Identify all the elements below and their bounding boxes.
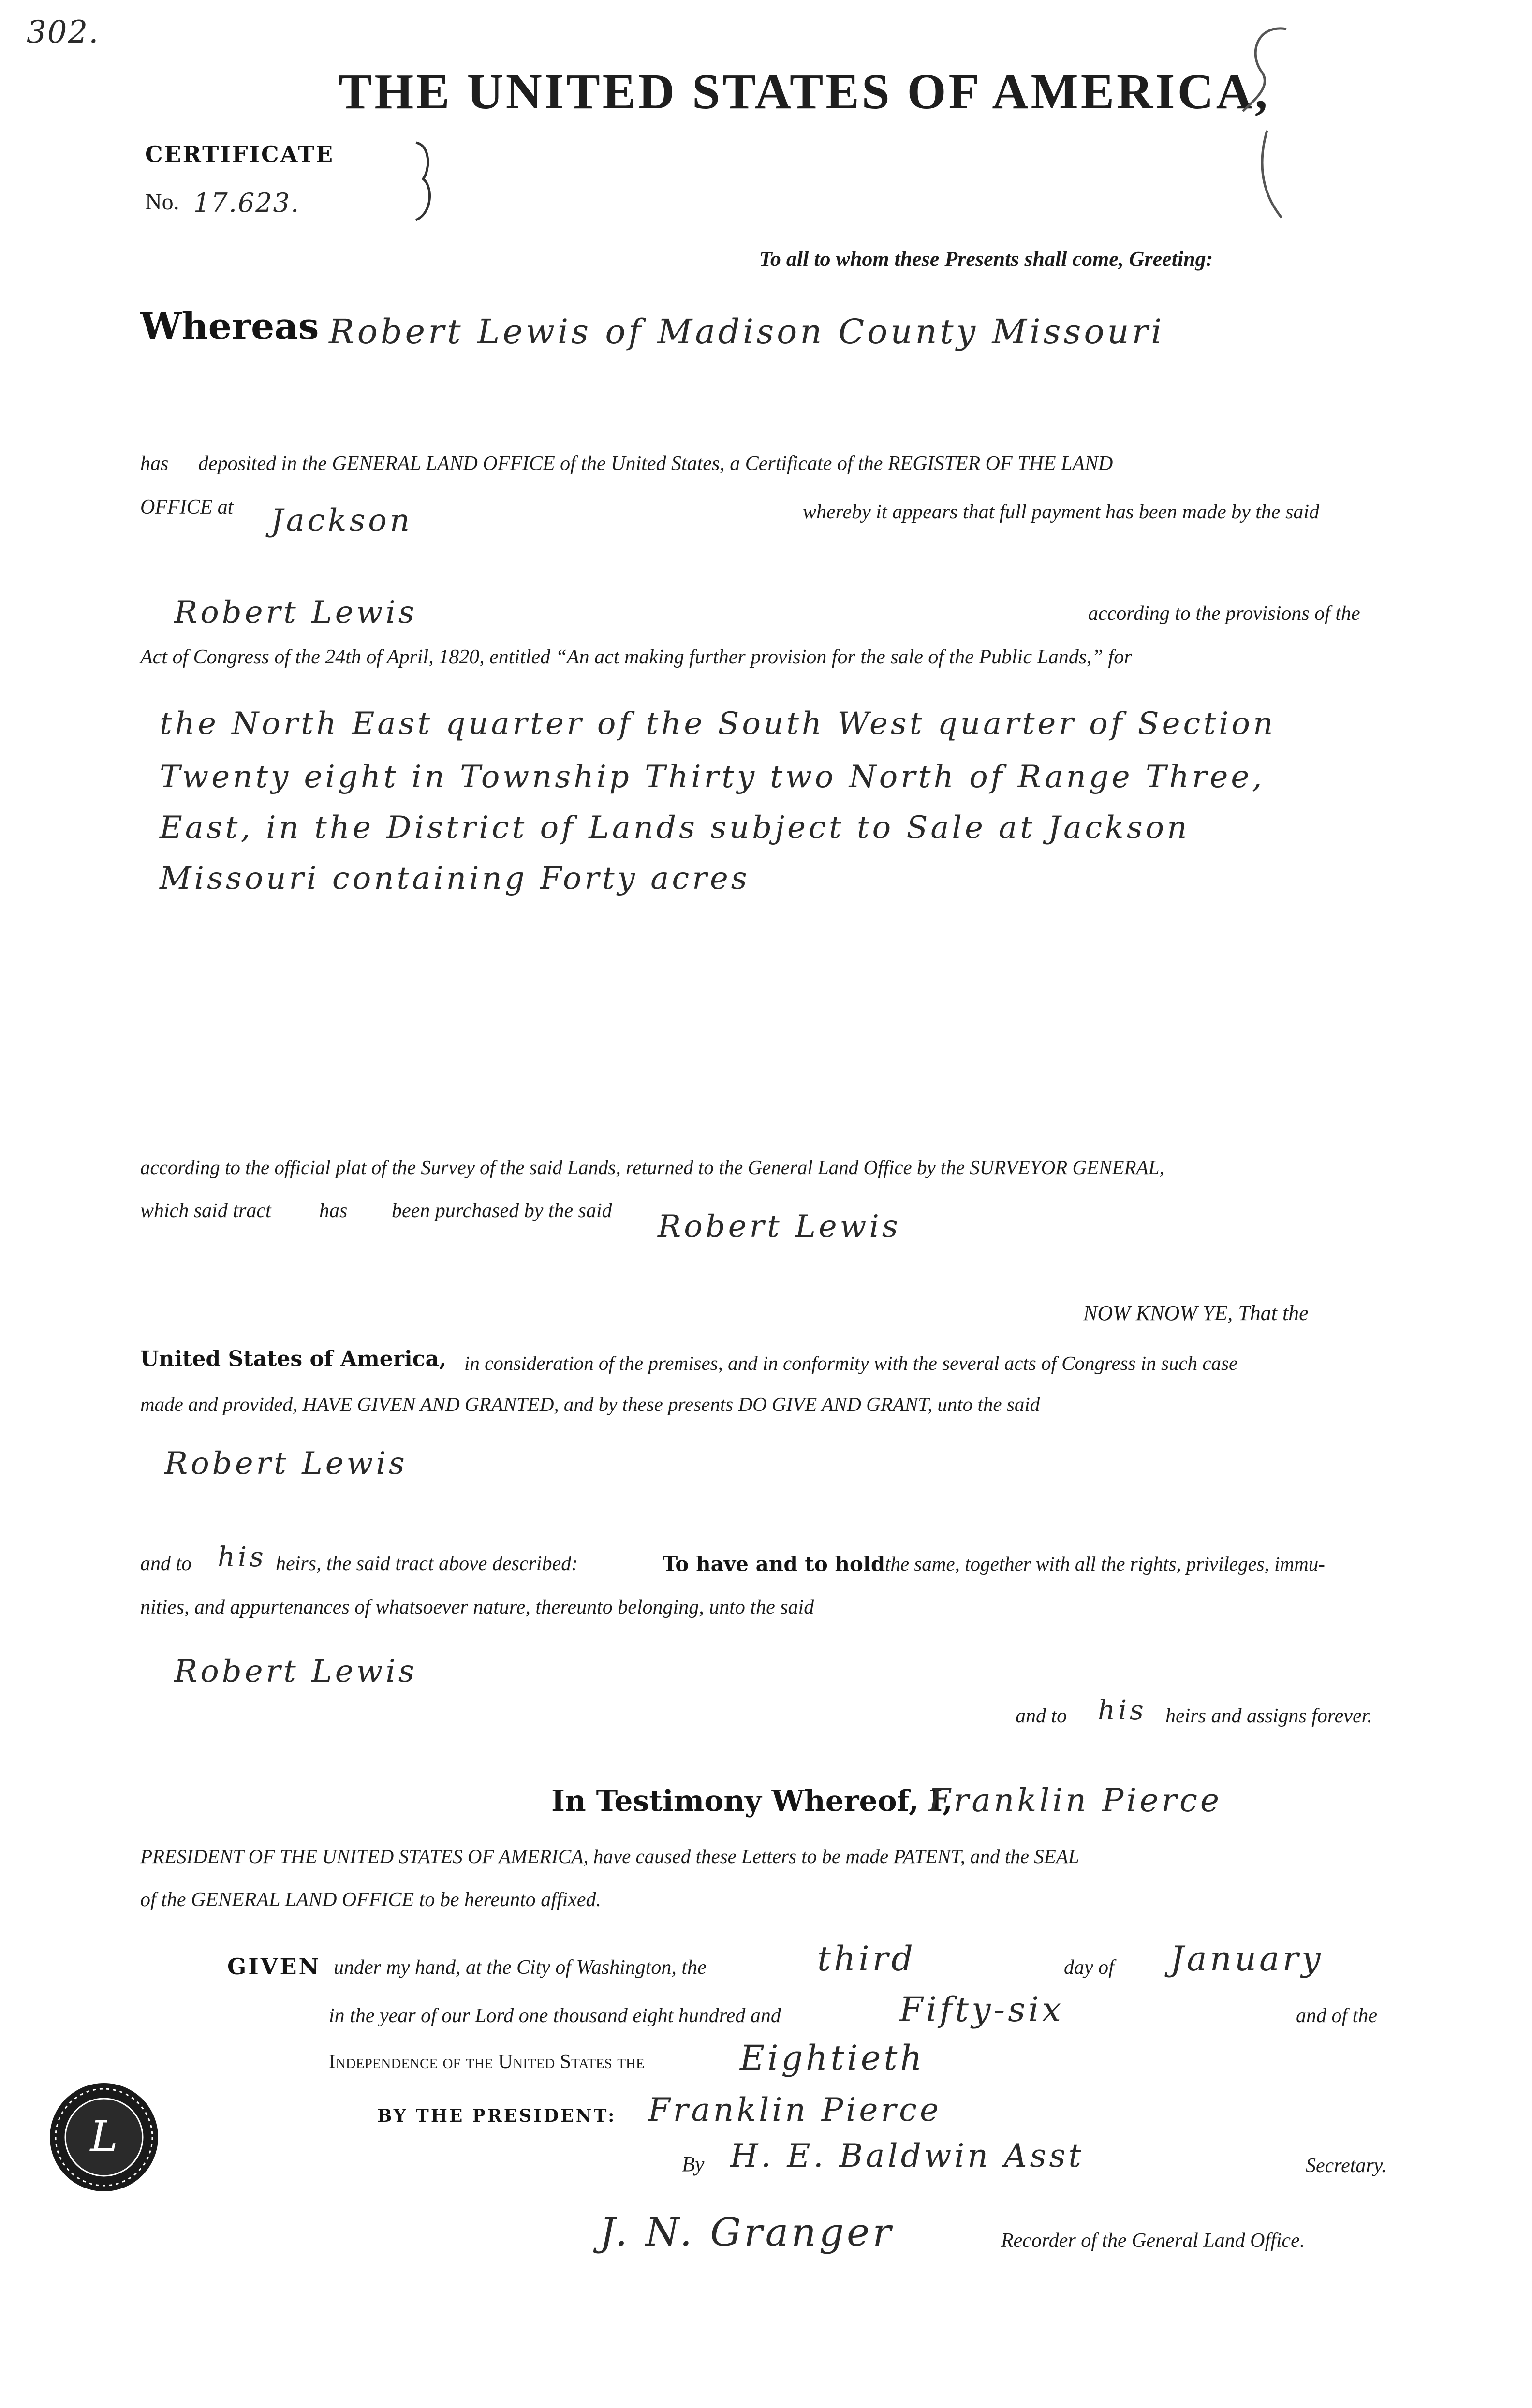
deposit-has: has [140, 453, 169, 475]
given-month: January [1170, 1939, 1324, 1979]
survey-line: according to the official plat of the Survey of the said Lands, returned to the General Land Office by the SURVEYOR GENERAL, [140, 1156, 1164, 1178]
margin-note: 302. [27, 15, 100, 50]
testimony-line-2: of the GENERAL LAND OFFICE to be hereunto affixed. [140, 1889, 602, 1911]
payment-line: whereby it appears that full payment has been made by the said [803, 501, 1320, 523]
and-to: and to [140, 1553, 192, 1575]
testimony-line: PRESIDENT OF THE UNITED STATES OF AMERICA, have caused these Letters to be made PATENT, and the SEAL [140, 1845, 1079, 1867]
secretary-signature: H. E. Baldwin Asst [730, 2137, 1084, 2174]
certificate-no-label: No. [145, 189, 179, 215]
purchased-text: been purchased by the said [392, 1200, 612, 1222]
office-place: Jackson [271, 503, 413, 539]
by-label: By [682, 2152, 705, 2176]
certificate-brace [411, 140, 440, 222]
recorder-label: Recorder of the General Land Office. [1001, 2230, 1305, 2252]
by-president-label: BY THE PRESIDENT: [377, 2106, 617, 2126]
greeting: To all to whom these Presents shall come, Greeting: [759, 247, 1213, 271]
given-line-2: in the year of our Lord one thousand eight hundred and [329, 2005, 781, 2027]
testimony-heading: In Testimony Whereof, I, [551, 1784, 953, 1818]
certificate-label: CERTIFICATE [145, 141, 335, 167]
given-line: under my hand, at the City of Washington, the [334, 1956, 707, 1979]
and-of-the: and of the [1296, 2005, 1377, 2027]
payer-name: Robert Lewis [174, 595, 417, 631]
heirs-text: heirs, the said tract above described: [276, 1553, 578, 1575]
heirs-line-2: nities, and appurtenances of whatsoever nature, thereunto belonging, unto the said [140, 1596, 814, 1618]
president-signature: Franklin Pierce [648, 2091, 942, 2129]
day-of: day of [1064, 1956, 1114, 1979]
assigns-his: his [1098, 1695, 1147, 1726]
tract-line: East, in the District of Lands subject to Sale at Jackson [160, 810, 1190, 846]
act-line: Act of Congress of the 24th of April, 1820, entitled “An act making further provision for the sale of the Public Lands,” for [140, 646, 1132, 668]
recorder-signature: J. N. Granger [600, 2210, 894, 2255]
grantee-full: Robert Lewis of Madison County Missouri [329, 312, 1165, 352]
tract-line: the North East quarter of the South West quarter of Section [160, 706, 1276, 742]
testimony-signer: Franklin Pierce [928, 1782, 1223, 1819]
deposit-line: deposited in the GENERAL LAND OFFICE of the United States, a Certificate of the REGISTER OF THE LAND [198, 453, 1113, 475]
assigns-line: heirs and assigns forever. [1165, 1705, 1372, 1727]
title-pen-flourish [1228, 19, 1315, 222]
given-word: GIVEN [227, 1953, 321, 1980]
given-day: third [817, 1939, 916, 1979]
his: his [218, 1542, 266, 1573]
know-ye: NOW KNOW YE, That the [1083, 1301, 1309, 1325]
assigns-and-to: and to [1016, 1705, 1067, 1727]
purchased-has: has [319, 1200, 348, 1222]
purchased-prefix: which said tract [140, 1200, 271, 1222]
independence-year: Eightieth [740, 2038, 925, 2078]
office-label: OFFICE at [140, 496, 234, 518]
purchaser-name: Robert Lewis [658, 1209, 901, 1245]
grant-line: made and provided, HAVE GIVEN AND GRANTED, and by these presents DO GIVE AND GRANT, unto the said [140, 1393, 1040, 1415]
grantee-name: Robert Lewis [164, 1446, 408, 1482]
united-states-blackletter: United States of America, [140, 1347, 447, 1371]
tract-line: Missouri containing Forty acres [160, 861, 750, 896]
provisions-line: according to the provisions of the [1088, 602, 1360, 625]
grant-line: in consideration of the premises, and in conformity with the several acts of Congress in such case [464, 1352, 1238, 1374]
independence-line: Independence of the United States the [329, 2051, 645, 2073]
habendum: To have and to hold [663, 1552, 885, 1576]
heirs-line: the same, together with all the rights, privileges, immu- [885, 1553, 1325, 1575]
given-year: Fifty-six [899, 1990, 1064, 2029]
certificate-number: 17.623. [193, 188, 300, 218]
seal-monogram: L [90, 2113, 118, 2161]
tract-line: Twenty eight in Township Thirty two North of Range Three, [160, 759, 1265, 795]
whereas-heading: Whereas [140, 305, 319, 348]
secretary-label: Secretary. [1306, 2155, 1387, 2177]
heir-name: Robert Lewis [174, 1654, 417, 1689]
document-title: THE UNITED STATES OF AMERICA, [339, 64, 1270, 119]
general-land-office-seal [46, 2079, 162, 2195]
